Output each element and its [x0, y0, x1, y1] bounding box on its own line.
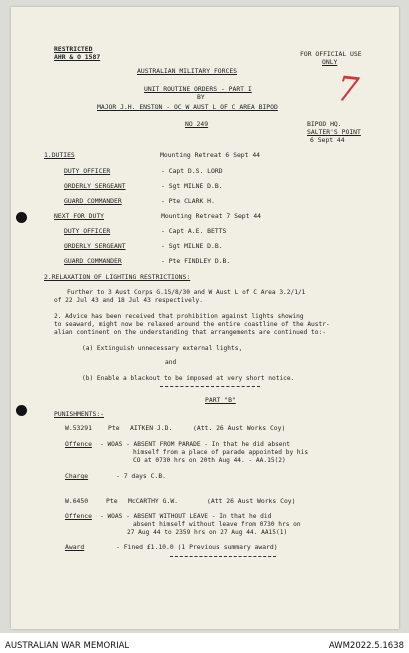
offence-line: 27 Aug 44 to 2359 hrs on 27 Aug 44. AA15(1) — [127, 529, 288, 536]
rank: Pte — [108, 424, 120, 432]
next-for-duty-heading: NEXT FOR DUTY — [54, 212, 105, 220]
rank: Pte — [106, 497, 118, 505]
duty-name: - Sgt MILNE D.B. — [161, 242, 223, 250]
offence-label: Offence — [65, 512, 92, 520]
punch-hole-bottom — [16, 405, 27, 416]
order-number: NO 249 — [185, 120, 209, 128]
relaxation-item-b: (b) Enable a blackout to be imposed at very short notice. — [82, 375, 295, 382]
duty-name: - Pte CLARK H. — [161, 197, 215, 205]
part-b-heading: PART "B" — [205, 396, 236, 404]
charge-label: Charge — [65, 472, 89, 480]
relaxation-para-2-line-2: to seaward, might now be relaxed around the entire coastline of the Austr- — [54, 321, 330, 328]
orders-title: UNIT ROUTINE ORDERS - PART I — [144, 85, 252, 93]
duty-name: - Pte FINDLEY D.B. — [161, 257, 231, 265]
unit-attachment: (Att. 26 Aust Works Coy) — [193, 424, 286, 432]
relaxation-para-2-line-3: alian continent on the understanding that arrangements are continued to:- — [54, 329, 326, 336]
relaxation-para-2-line-1: 2. Advice has been received that prohibition against lights showing — [54, 313, 304, 320]
charge-value: - 7 days C.B. — [116, 472, 167, 480]
restricted-label: RESTRICTED — [54, 45, 93, 53]
reference-number: AHR & O 1587 — [54, 53, 101, 61]
offence-label: Offence — [65, 440, 92, 448]
duty-role: DUTY OFFICER — [64, 227, 111, 235]
section-divider — [170, 556, 276, 557]
soldier-name: AITKEN J.D. — [130, 424, 173, 432]
soldier-name: McCARTHY G.W. — [128, 497, 179, 505]
force-title: AUSTRALIAN MILITARY FORCES — [137, 67, 238, 75]
hq-location: SALTER'S POINT — [307, 128, 361, 136]
duty-role: GUARD COMMANDER — [64, 197, 122, 205]
duty-role: ORDERLY SERGEANT — [64, 182, 126, 190]
offence-line: himself from a place of parade appointed by his — [133, 449, 309, 456]
orders-by: BY — [197, 93, 205, 101]
relaxation-para-1-line-2: of 22 Jul 43 and 18 Jul 43 respectively. — [54, 297, 204, 304]
red-handwritten-mark: 7 — [334, 68, 361, 112]
duty-role: DUTY OFFICER — [64, 167, 111, 175]
official-use-label: FOR OFFICIAL USE — [300, 50, 362, 58]
duty-name: - Sgt MILNE D.B. — [161, 182, 223, 190]
issuing-officer: MAJOR J.H. ENSTON - OC W AUST L OF C AREA BIPOD — [97, 103, 278, 111]
duty-name: - Capt D.S. LORD — [161, 167, 223, 175]
punishments-heading: PUNISHMENTS:- — [54, 410, 105, 418]
relaxation-para-1-line-1: Further to 3 Aust Corps G.15/8/30 and W Aust L of C Area 3.2/1/1 — [67, 289, 306, 296]
offence-line: - WOAS - ABSENT WITHOUT LEAVE - In that he did — [100, 513, 272, 520]
offence-line: CO at 0730 hrs on 20th Aug 44. - AA.15(2) — [133, 457, 286, 464]
punch-hole-top — [16, 212, 27, 223]
mounting-retreat-1: Mounting Retreat 6 Sept 44 — [160, 151, 261, 159]
mounting-retreat-2: Mounting Retreat 7 Sept 44 — [161, 212, 262, 220]
order-date: 6 Sept 44 — [310, 136, 345, 144]
unit-attachment: (Att 26 Aust Works Coy) — [207, 497, 296, 505]
relaxation-heading: 2.RELAXATION OF LIGHTING RESTRICTIONS: — [44, 273, 191, 281]
footer-institution: AUSTRALIAN WAR MEMORIAL — [5, 641, 130, 651]
hq-label: BIPOD HQ. — [307, 120, 342, 128]
service-number: W.6450 — [65, 497, 89, 505]
award-value: - Fined £1.10.0 (1 Previous summary award) — [116, 543, 278, 551]
footer-accession-number: AWM2022.5.1638 — [328, 641, 404, 651]
duties-heading: 1.DUTIES — [44, 151, 75, 159]
section-divider — [160, 386, 260, 387]
relaxation-and: and — [165, 359, 177, 366]
award-label: Award — [65, 543, 85, 551]
duty-role: GUARD COMMANDER — [64, 257, 122, 265]
service-number: W.53291 — [65, 424, 92, 432]
duty-role: ORDERLY SERGEANT — [64, 242, 126, 250]
offence-line: absent himself without leave from 0730 hrs on — [133, 521, 301, 528]
offence-line: - WOAS - ABSENT FROM PARADE - In that he did absent — [100, 441, 290, 448]
official-use-only: ONLY — [322, 58, 338, 66]
relaxation-item-a: (a) Extinguish unnecessary external lights, — [82, 345, 243, 352]
duty-name: - Capt A.E. BETTS — [161, 227, 227, 235]
